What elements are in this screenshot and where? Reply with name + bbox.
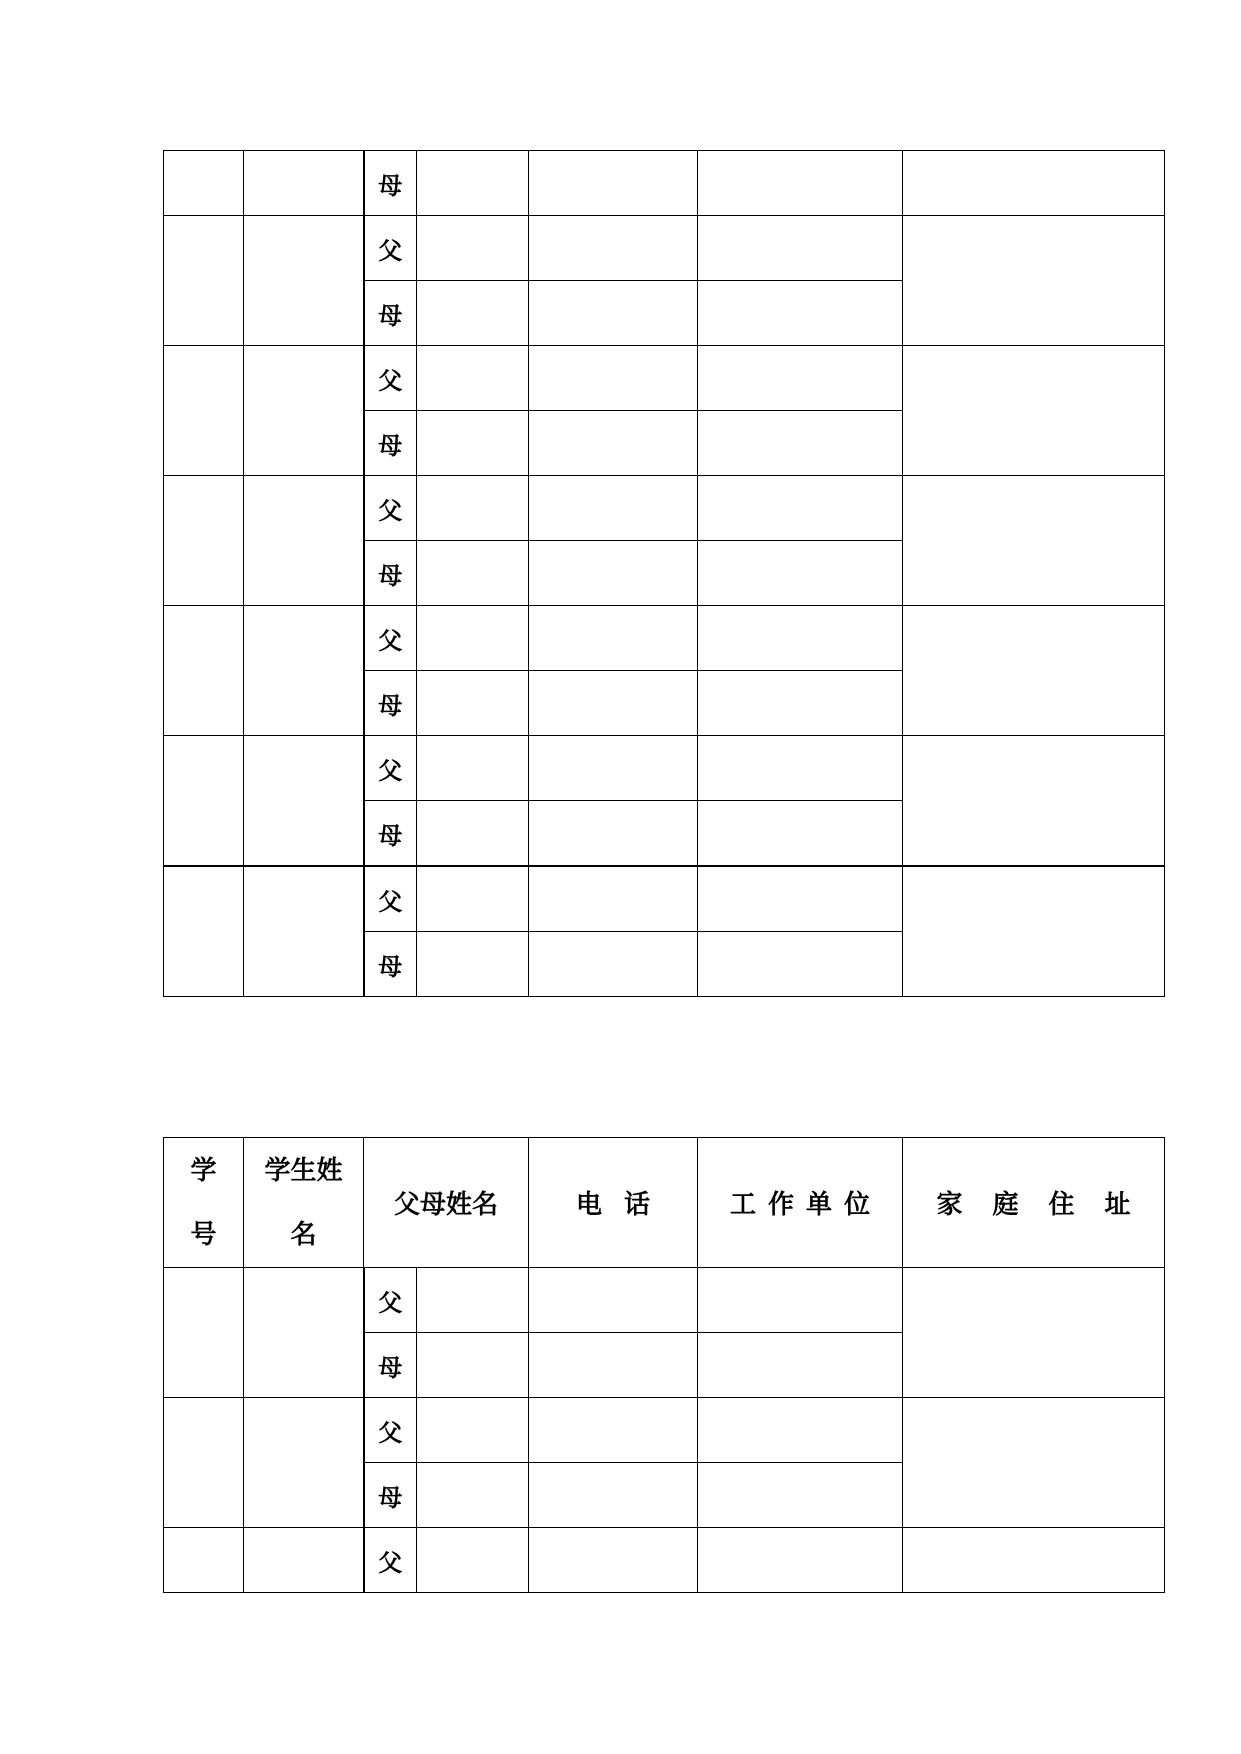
student-id-cell[interactable] [164, 736, 244, 867]
header-student-name-line1: 学生姓 [264, 1155, 343, 1186]
continuation-table [163, 150, 1165, 997]
header-phone [529, 1138, 698, 1268]
header-student-name [244, 1138, 364, 1268]
father-phone-cell[interactable] [529, 1528, 698, 1593]
mother-phone-cell[interactable] [529, 1333, 698, 1398]
father-name-cell[interactable] [417, 1268, 529, 1333]
father-workplace-cell[interactable] [698, 1398, 903, 1463]
father-label: 父 [364, 1268, 417, 1333]
mother-name-cell[interactable] [417, 801, 529, 867]
mother-name-cell[interactable] [417, 1463, 529, 1528]
father-name-cell[interactable] [417, 1528, 529, 1593]
father-name-cell[interactable] [417, 606, 529, 671]
header-workplace-text: 工作单位 [730, 1190, 883, 1220]
mother-phone-cell[interactable] [529, 151, 698, 216]
student-id-cell[interactable] [164, 1528, 244, 1593]
mother-workplace-cell[interactable] [698, 932, 903, 997]
mother-workplace-cell[interactable] [698, 671, 903, 736]
address-cell[interactable] [903, 346, 1165, 476]
header-row [164, 1138, 1165, 1268]
father-phone-cell[interactable] [529, 736, 698, 801]
father-workplace-cell[interactable] [698, 346, 903, 411]
mother-phone-cell[interactable] [529, 281, 698, 346]
father-workplace-cell[interactable] [698, 736, 903, 801]
mother-label: 母 [364, 281, 417, 346]
father-phone-cell[interactable] [529, 346, 698, 411]
father-workplace-cell[interactable] [698, 866, 903, 932]
father-workplace-cell[interactable] [698, 476, 903, 541]
address-cell[interactable] [903, 151, 1165, 216]
student-id-cell[interactable] [164, 216, 244, 346]
student-name-cell[interactable] [244, 151, 364, 216]
father-label: 父 [364, 1528, 417, 1593]
student-name-cell[interactable] [244, 1528, 364, 1593]
mother-label: 母 [364, 801, 417, 867]
table-row [164, 216, 1165, 281]
mother-workplace-cell[interactable] [698, 801, 903, 867]
student-id-cell[interactable] [164, 866, 244, 997]
parent-info-table [163, 1137, 1165, 1593]
mother-name-cell[interactable] [417, 411, 529, 476]
father-label: 父 [364, 216, 417, 281]
mother-label: 母 [364, 1333, 417, 1398]
mother-label: 母 [364, 411, 417, 476]
father-workplace-cell[interactable] [698, 606, 903, 671]
address-cell[interactable] [903, 1528, 1165, 1593]
father-name-cell[interactable] [417, 346, 529, 411]
table-row [164, 151, 1165, 216]
father-name-cell[interactable] [417, 216, 529, 281]
address-cell[interactable] [903, 216, 1165, 346]
father-phone-cell[interactable] [529, 476, 698, 541]
father-workplace-cell[interactable] [698, 1268, 903, 1333]
header-workplace [698, 1138, 903, 1268]
table-row [164, 606, 1165, 671]
header-parent-name: 父母姓名 [364, 1138, 529, 1268]
student-id-cell[interactable] [164, 1398, 244, 1528]
father-phone-cell[interactable] [529, 1398, 698, 1463]
mother-workplace-cell[interactable] [698, 1333, 903, 1398]
address-cell[interactable] [903, 606, 1165, 736]
father-label: 父 [364, 866, 417, 932]
header-student-id-line2: 号 [190, 1219, 217, 1250]
mother-label: 母 [364, 151, 417, 216]
student-id-cell[interactable] [164, 606, 244, 736]
table-row [164, 1398, 1165, 1463]
address-cell[interactable] [903, 736, 1165, 867]
address-cell[interactable] [903, 1398, 1165, 1528]
table-row [164, 476, 1165, 541]
student-name-cell[interactable] [244, 736, 364, 867]
mother-name-cell[interactable] [417, 671, 529, 736]
student-name-cell[interactable] [244, 476, 364, 606]
student-name-cell[interactable] [244, 1268, 364, 1398]
father-phone-cell[interactable] [529, 1268, 698, 1333]
father-name-cell[interactable] [417, 476, 529, 541]
father-label: 父 [364, 606, 417, 671]
mother-workplace-cell[interactable] [698, 281, 903, 346]
student-id-cell[interactable] [164, 346, 244, 476]
mother-label: 母 [364, 671, 417, 736]
address-cell[interactable] [903, 866, 1165, 997]
header-student-name-line2: 名 [290, 1219, 317, 1250]
mother-phone-cell[interactable] [529, 801, 698, 867]
mother-phone-cell[interactable] [529, 671, 698, 736]
mother-name-cell[interactable] [417, 281, 529, 346]
student-id-cell[interactable] [164, 151, 244, 216]
mother-phone-cell[interactable] [529, 541, 698, 606]
student-id-cell[interactable] [164, 476, 244, 606]
table-row [164, 736, 1165, 801]
student-id-cell[interactable] [164, 1268, 244, 1398]
father-name-cell[interactable] [417, 866, 529, 932]
mother-name-cell[interactable] [417, 1333, 529, 1398]
mother-name-cell[interactable] [417, 932, 529, 997]
header-address [903, 1138, 1165, 1268]
header-address-text: 家庭住址 [936, 1190, 1161, 1220]
mother-label: 母 [364, 1463, 417, 1528]
mother-workplace-cell[interactable] [698, 541, 903, 606]
mother-workplace-cell[interactable] [698, 151, 903, 216]
mother-name-cell[interactable] [417, 541, 529, 606]
mother-phone-cell[interactable] [529, 932, 698, 997]
mother-workplace-cell[interactable] [698, 411, 903, 476]
father-label: 父 [364, 346, 417, 411]
student-name-cell[interactable] [244, 866, 364, 997]
mother-workplace-cell[interactable] [698, 1463, 903, 1528]
father-phone-cell[interactable] [529, 606, 698, 671]
father-phone-cell[interactable] [529, 866, 698, 932]
father-label: 父 [364, 1398, 417, 1463]
father-workplace-cell[interactable] [698, 1528, 903, 1593]
header-student-id-line1: 学 [190, 1155, 217, 1186]
table-row [164, 346, 1165, 411]
address-cell[interactable] [903, 476, 1165, 606]
student-name-cell[interactable] [244, 606, 364, 736]
father-label: 父 [364, 736, 417, 801]
student-name-cell[interactable] [244, 1398, 364, 1528]
mother-phone-cell[interactable] [529, 1463, 698, 1528]
student-name-cell[interactable] [244, 346, 364, 476]
mother-name-cell[interactable] [417, 151, 529, 216]
father-name-cell[interactable] [417, 736, 529, 801]
father-workplace-cell[interactable] [698, 216, 903, 281]
mother-phone-cell[interactable] [529, 411, 698, 476]
student-name-cell[interactable] [244, 216, 364, 346]
mother-label: 母 [364, 932, 417, 997]
father-name-cell[interactable] [417, 1398, 529, 1463]
table-row [164, 1268, 1165, 1333]
father-label: 父 [364, 476, 417, 541]
table-row [164, 866, 1165, 932]
address-cell[interactable] [903, 1268, 1165, 1398]
header-phone-text: 电话 [576, 1190, 673, 1220]
mother-label: 母 [364, 541, 417, 606]
table-row [164, 1528, 1165, 1593]
header-student-id [164, 1138, 244, 1268]
father-phone-cell[interactable] [529, 216, 698, 281]
